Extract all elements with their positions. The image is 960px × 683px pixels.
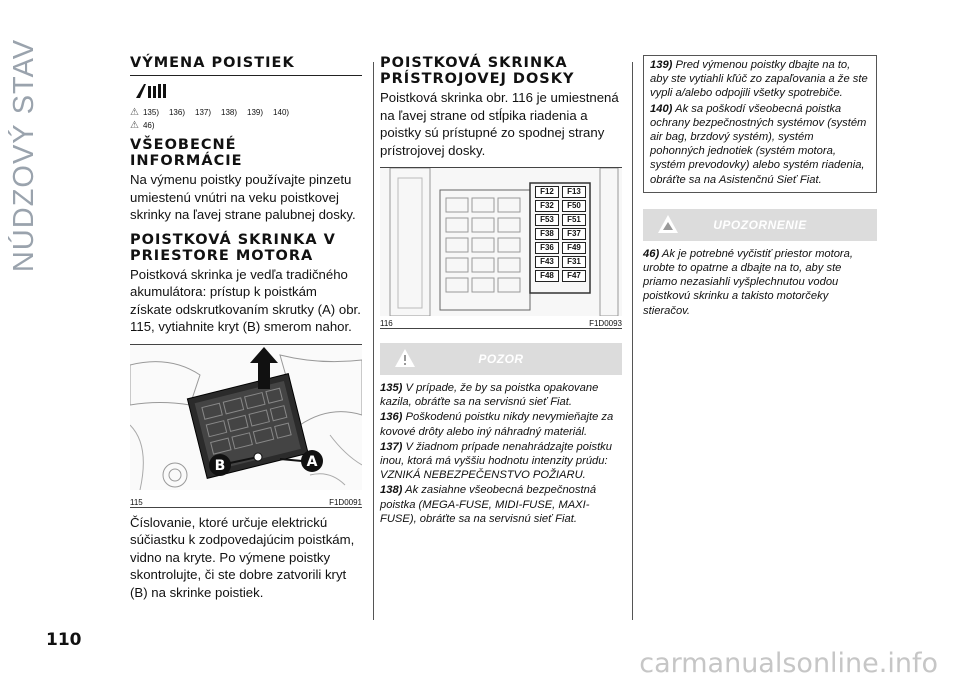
note-text: Ak sa poškodí všeobecná poistka ochrany bezpečnostných systémov (systém air bag, brzdový systém), systém pohonných jednotiek (systém motora, systém prevodovky) alebo systém riadenia, obráťte sa na Asistenčnú Sieť Fiat. bbox=[650, 102, 867, 186]
fuse-label: F51 bbox=[562, 214, 586, 226]
column-divider bbox=[632, 62, 633, 620]
ref-item: 136) bbox=[168, 108, 185, 117]
fuse-label: F31 bbox=[562, 256, 586, 268]
watermark: carmanualsonline.info bbox=[639, 648, 938, 679]
numbering-text: Číslovanie, ktoré určuje elektrickú súčiastku k zodpovedajúcim poistkám, vidno na kryte. Po výmene poistky skontrolujte, či ste dobre zatvorili kryt (B) na skrinke poistiek. bbox=[130, 514, 355, 600]
engine-box-text: Poistková skrinka je vedľa tradičného akumulátora: prístup k poistkám získate odskrutkovaním skrutky (A) obr. 115, vytiahnite kryt (B) smerom nahor. bbox=[130, 266, 361, 334]
caution-triangle-icon bbox=[657, 214, 679, 239]
heading-line: POISTKOVÁ SKRINKA V bbox=[130, 231, 336, 248]
fuse-label: F32 bbox=[535, 200, 559, 212]
fuse-label: F37 bbox=[562, 228, 586, 240]
caution-notes bbox=[643, 247, 877, 318]
section-heading-engine bbox=[130, 232, 362, 264]
fuse-label: F53 bbox=[535, 214, 559, 226]
warning-banner bbox=[380, 343, 622, 375]
warning-triangle-icon bbox=[394, 348, 416, 373]
note-number: 138) bbox=[380, 484, 403, 497]
ref-item: 46) bbox=[142, 121, 155, 130]
side-tab bbox=[8, 40, 42, 270]
banner-title: UPOZORNENIE bbox=[713, 217, 807, 232]
figure-caption bbox=[130, 495, 362, 507]
note-number: 135) bbox=[380, 382, 403, 394]
figure-code: F1D0093 bbox=[589, 319, 622, 328]
note-item bbox=[643, 247, 877, 318]
note-item bbox=[380, 440, 622, 483]
warning-notes bbox=[380, 381, 622, 526]
note-text: Poškodenú poistku nikdy nevymieňajte za kovové drôty alebo iný náhradný materiál. bbox=[380, 411, 614, 438]
column-1 bbox=[130, 55, 362, 609]
dashboard-fuse-illustration bbox=[380, 168, 622, 316]
note-text: Ak zasiahne všeobecná bezpečnostná poistka (MEGA-FUSE, MIDI-FUSE, MAXI-FUSE), obráťte sa na servisnú sieť Fiat. bbox=[380, 484, 597, 525]
page-number: 110 bbox=[46, 630, 82, 650]
note-text: V prípade, že by sa poistka opakovane kazila, obráťte sa na servisnú sieť Fiat. bbox=[380, 382, 599, 409]
heading-line: POISTKOVÁ SKRINKA bbox=[380, 55, 568, 71]
heading-line: VŠEOBECNÉ bbox=[130, 137, 237, 153]
fuse-label: F36 bbox=[535, 242, 559, 254]
figure-caption bbox=[380, 316, 622, 328]
fuse-label: F50 bbox=[562, 200, 586, 212]
fuse-label: F47 bbox=[562, 270, 586, 282]
figure-number: 115 bbox=[130, 497, 143, 507]
fuse-pinzette-icon bbox=[134, 82, 362, 105]
note-number: 139) bbox=[650, 59, 673, 71]
ref-item: 140) bbox=[273, 108, 290, 117]
fuse-label: F48 bbox=[535, 270, 559, 282]
caution-refs bbox=[130, 120, 362, 131]
warning-triangle-icon: ⚠ bbox=[130, 107, 139, 118]
fuse-label: F49 bbox=[562, 242, 586, 254]
ref-item: 137) bbox=[195, 108, 212, 117]
note-text: V žiadnom prípade nenahrádzajte poistku inou, ktorá má vyššiu hodnotu intenzity prúdu: VZNIKÁ NEBEZPEČENSTVO POŽIARU. bbox=[380, 440, 612, 482]
note-text: Pred výmenou poistky dbajte na to, aby ste vytiahli kľúč zo zapaľovania a že ste vypli a/alebo odpojili všetky spotrebiče. bbox=[650, 59, 868, 100]
dashboard-box-text: Poistková skrinka obr. 116 je umiestnená na ľavej strane od stĺpika riadenia a poistky sú prístupné zo spodnej strany prístrojovej dosky. bbox=[380, 90, 619, 158]
warning-refs bbox=[130, 107, 362, 118]
figure-number: 116 bbox=[380, 319, 393, 328]
figure-115 bbox=[130, 344, 362, 508]
fuse-label: F12 bbox=[535, 186, 559, 198]
heading-line: PRÍSTROJOVEJ DOSKY bbox=[380, 71, 575, 87]
section-heading-general bbox=[130, 137, 362, 169]
engine-fuse-box-illustration bbox=[130, 345, 362, 490]
section-heading-dashboard bbox=[380, 55, 622, 87]
side-tab-label: NÚDZOVÝ STAV bbox=[8, 38, 41, 272]
heading-line: INFORMÁCIE bbox=[130, 153, 243, 169]
note-number: 140) bbox=[650, 102, 673, 115]
note-number: 46) bbox=[643, 247, 660, 260]
note-item bbox=[380, 410, 622, 438]
column-divider bbox=[373, 62, 374, 620]
note-item bbox=[650, 102, 870, 187]
label-b: B bbox=[214, 457, 226, 474]
note-number: 136) bbox=[380, 411, 403, 424]
figure-code: F1D0091 bbox=[329, 497, 362, 507]
note-item bbox=[380, 381, 622, 409]
warning-notes-continued bbox=[643, 55, 877, 193]
note-number: 137) bbox=[380, 440, 403, 453]
fuse-label: F43 bbox=[535, 256, 559, 268]
fuse-label: F38 bbox=[535, 228, 559, 240]
label-a: A bbox=[306, 453, 318, 470]
caution-triangle-icon: ⚠ bbox=[130, 120, 139, 131]
ref-item: 138) bbox=[221, 108, 238, 117]
ref-item: 135) bbox=[142, 108, 159, 117]
main-heading: VÝMENA POISTIEK bbox=[130, 55, 362, 76]
note-text: Ak je potrebné vyčistiť priestor motora, urobte to opatrne a dbajte na to, aby ste priamo nezasiahli vyšplechnutou vodou poistkovú skrinku a takisto motorčeky stieračov. bbox=[643, 247, 853, 317]
column-3 bbox=[643, 55, 877, 319]
note-item bbox=[380, 483, 622, 526]
heading-line: PRIESTORE MOTORA bbox=[130, 247, 314, 264]
column-2 bbox=[380, 55, 622, 527]
fuse-grid bbox=[535, 186, 586, 282]
ref-item: 139) bbox=[247, 108, 264, 117]
general-info-text: Na výmenu poistky používajte pinzetu umiestenú vnútri na veku poistkovej skrinky na ľavej strane palubnej dosky. bbox=[130, 172, 356, 222]
banner-title: POZOR bbox=[478, 352, 524, 366]
fuse-label: F13 bbox=[562, 186, 586, 198]
note-item bbox=[650, 58, 870, 101]
figure-116 bbox=[380, 167, 622, 329]
caution-banner bbox=[643, 209, 877, 241]
